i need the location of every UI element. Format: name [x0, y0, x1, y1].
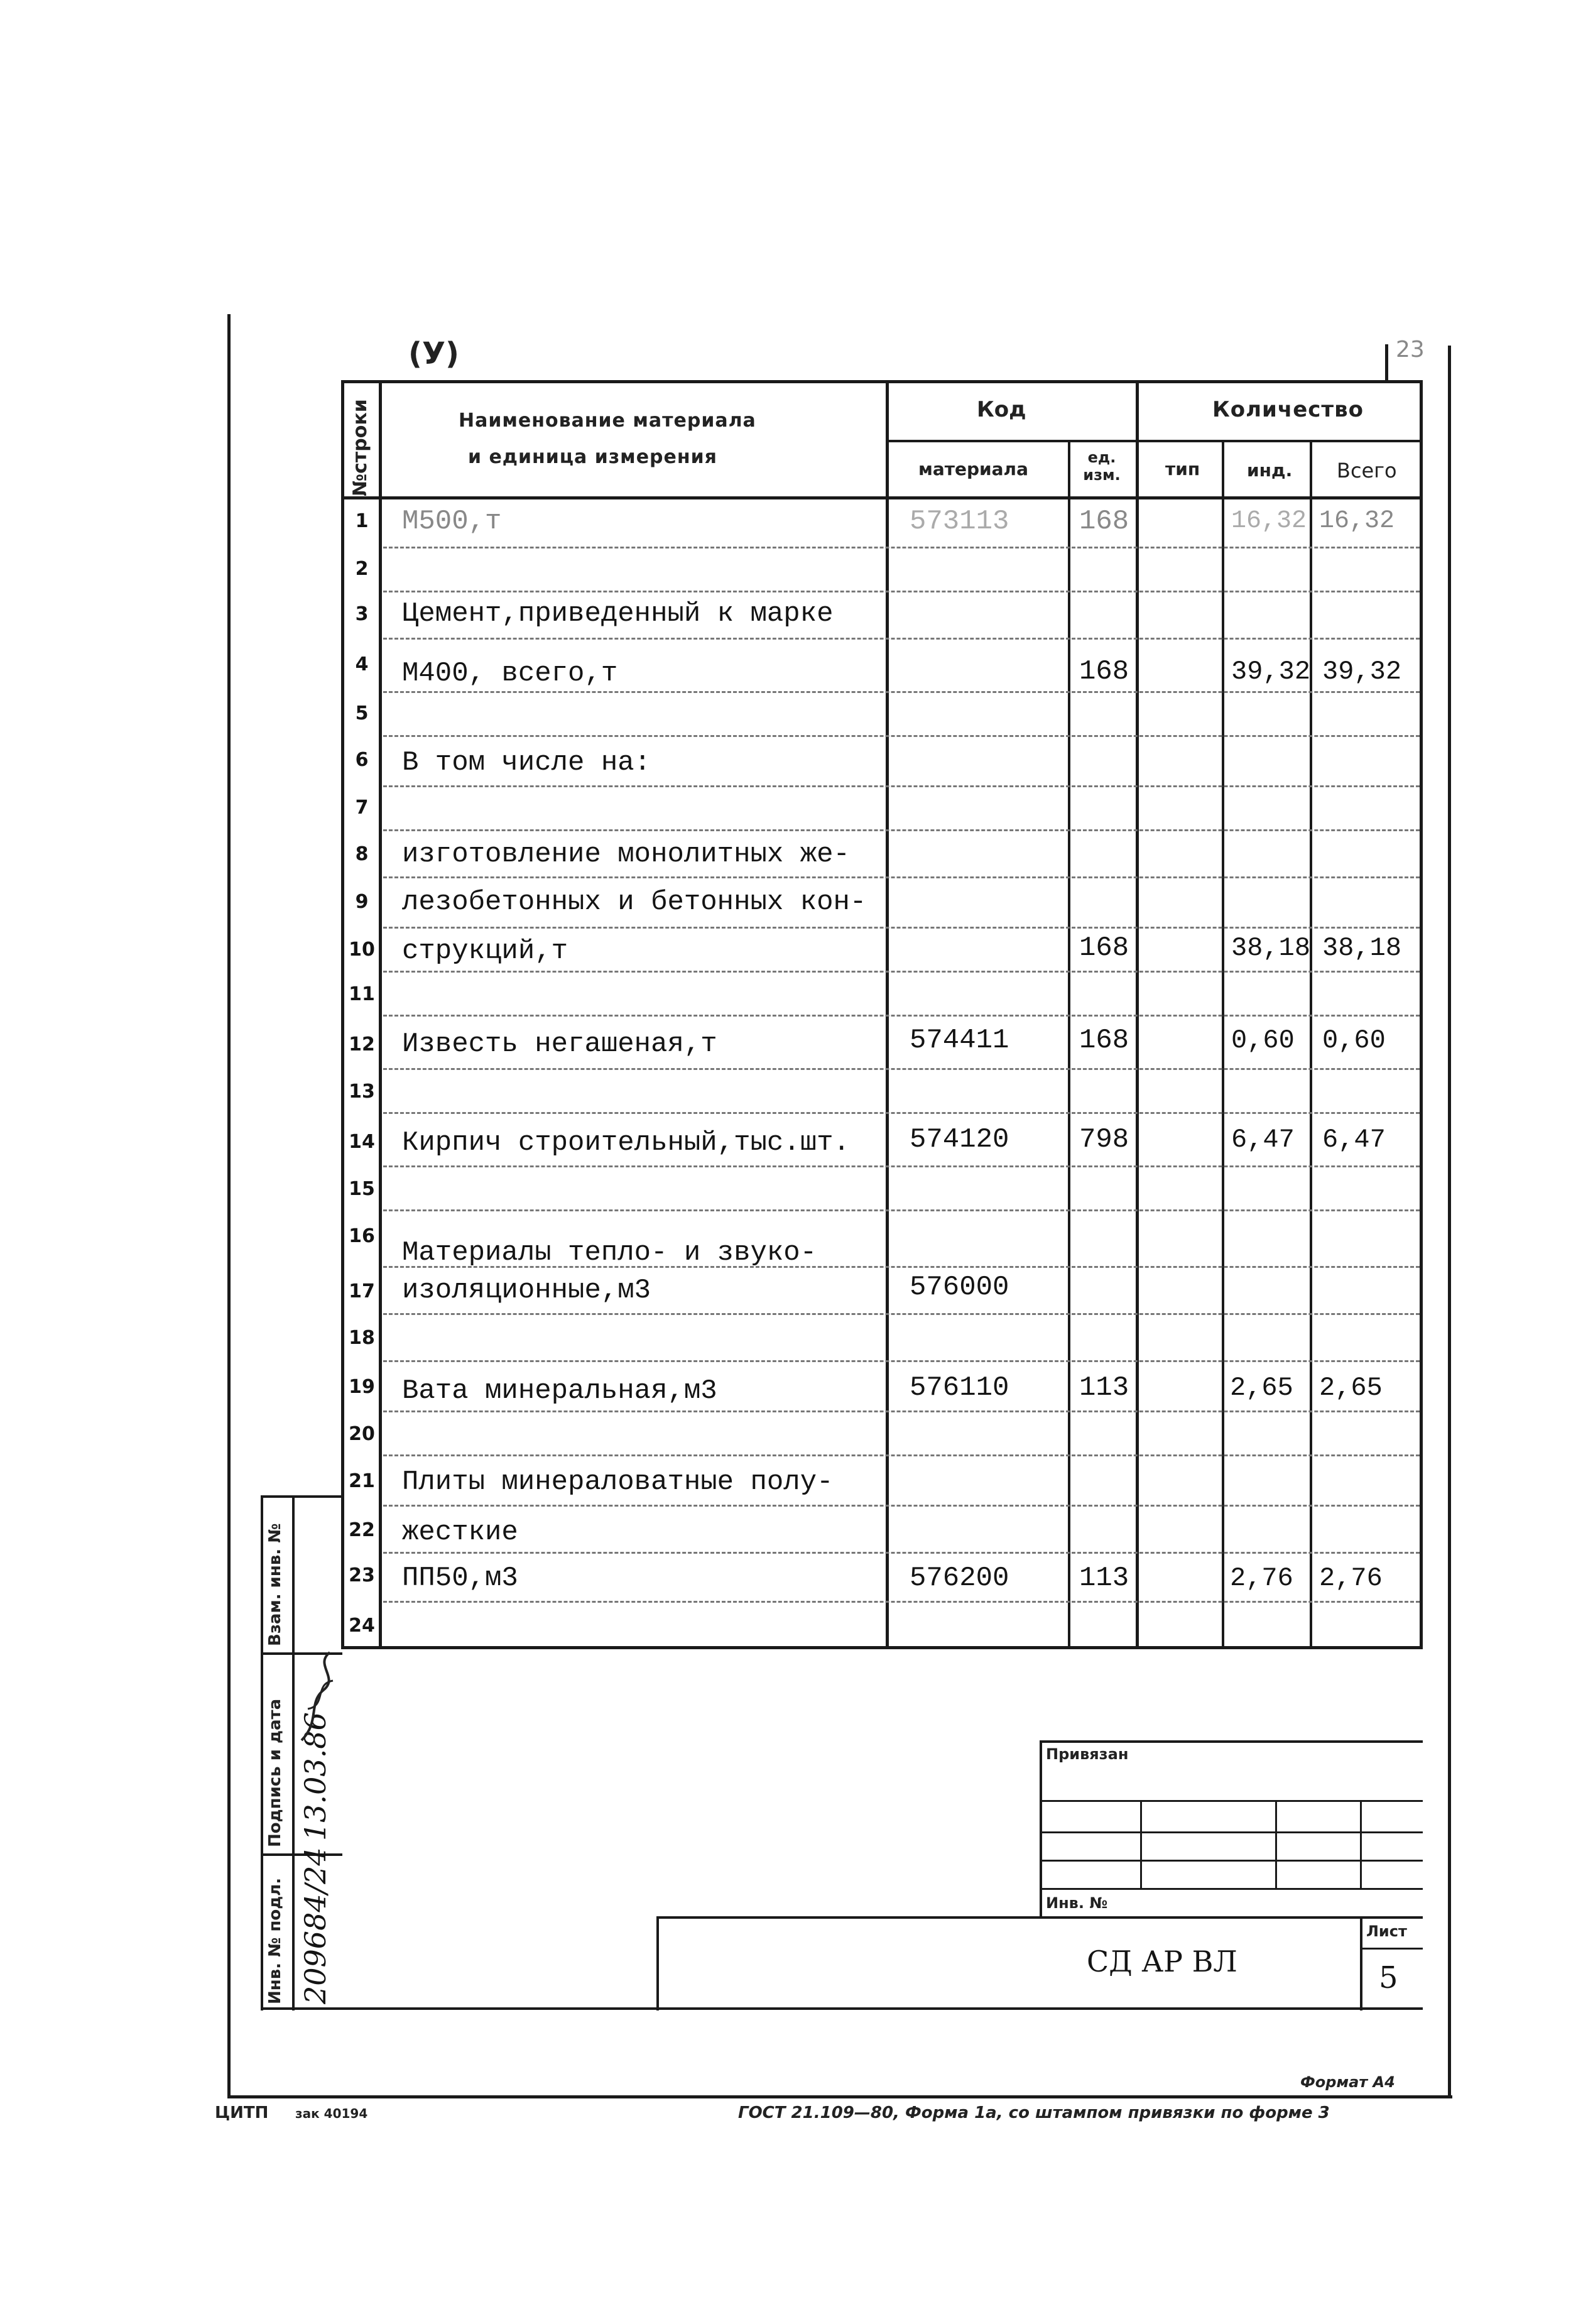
row-number: 16: [349, 1225, 375, 1247]
row-separator: [383, 1505, 1420, 1507]
row-number: 22: [349, 1519, 375, 1541]
row-number: 12: [349, 1034, 375, 1056]
row-ind: 39,32: [1231, 657, 1311, 687]
row-code: 576110: [910, 1372, 1009, 1404]
row-name: изготовление монолитных же-: [402, 839, 850, 870]
frame-top-right-tick: [1385, 344, 1388, 381]
footer-org: ЦИТП: [215, 2103, 269, 2122]
row-unit: 113: [1079, 1563, 1129, 1594]
header-qty-type: тип: [1165, 459, 1200, 479]
stamp-privyazan-label: Привязан: [1046, 1745, 1129, 1763]
row-name: ПП50,м3: [402, 1563, 518, 1594]
row-separator: [383, 927, 1420, 929]
row-name: М400, всего,т: [402, 658, 618, 689]
stamp-designation: СД АР ВЛ: [1087, 1945, 1237, 1978]
table-bottom-border: [341, 1646, 1423, 1649]
header-qty-ind: инд.: [1247, 460, 1293, 481]
row-total: 39,32: [1322, 657, 1402, 687]
row-separator: [383, 1313, 1420, 1315]
corner-mark: (У): [408, 336, 459, 371]
row-separator: [383, 1015, 1420, 1017]
row-ind: 2,65: [1230, 1373, 1293, 1403]
row-separator: [383, 1410, 1420, 1412]
row-separator: [383, 547, 1420, 548]
row-separator: [383, 1112, 1420, 1114]
row-separator: [383, 1454, 1420, 1456]
footer-order: зак 40194: [295, 2106, 368, 2121]
row-number: 18: [349, 1327, 375, 1349]
row-number: 6: [355, 749, 369, 771]
stamp-main-top: [656, 1916, 1423, 1919]
row-code: 573113: [910, 506, 1009, 537]
header-name-line1: Наименование материала: [459, 410, 756, 432]
side-podpis-value: 13.03.86: [298, 1712, 332, 1841]
row-name: Цемент,приведенный к марке: [402, 598, 834, 630]
header-quantity: Количество: [1212, 397, 1364, 422]
header-name-line2: и единица измерения: [468, 446, 717, 468]
side-strip-bottom: [261, 2007, 342, 2010]
row-number: 9: [355, 891, 369, 913]
header-qty-total: Всего: [1337, 459, 1397, 483]
row-number: 20: [349, 1423, 375, 1445]
row-number: 5: [355, 702, 369, 724]
header-code-material: материала: [918, 459, 1028, 479]
row-number: 4: [355, 653, 369, 675]
stamp-priv-line4: [1040, 1888, 1423, 1890]
row-unit: 798: [1079, 1124, 1129, 1155]
row-number: 17: [349, 1280, 375, 1302]
row-separator: [383, 735, 1420, 737]
header-code-unit: ед. изм.: [1083, 449, 1121, 484]
row-code: 574120: [910, 1124, 1009, 1155]
footer-gost: ГОСТ 21.109—80, Форма 1а, со штампом привязки по форме 3: [738, 2103, 1330, 2122]
stamp-main-bottom: [342, 2007, 1423, 2010]
stamp-list-left: [1360, 1916, 1362, 2010]
row-number: 7: [355, 797, 369, 819]
row-name: Плиты минераловатные полу-: [402, 1466, 834, 1498]
row-name: изоляционные,м3: [402, 1275, 651, 1306]
row-number: 21: [349, 1470, 375, 1492]
row-name: лезобетонных и бетонных кон-: [402, 887, 867, 918]
row-name: М500,т: [402, 506, 502, 537]
row-total: 6,47: [1322, 1125, 1386, 1155]
row-name: Материалы тепло- и звуко-: [402, 1237, 817, 1268]
row-number: 23: [349, 1564, 375, 1586]
row-code: 574411: [910, 1025, 1009, 1056]
row-total: 2,76: [1319, 1563, 1383, 1593]
side-inv-value: 209684/24: [298, 1847, 332, 2004]
table-right-border: [1420, 380, 1423, 1649]
row-separator: [383, 1165, 1420, 1167]
side-strip-mid: [292, 1495, 295, 2010]
stamp-priv-vline1: [1140, 1800, 1142, 1888]
stamp-inv-no-label: Инв. №: [1046, 1894, 1108, 1912]
row-number: 13: [349, 1081, 375, 1103]
row-separator: [383, 876, 1420, 878]
side-vzam-inv-label: Взам. инв. №: [266, 1523, 285, 1646]
row-separator: [383, 1552, 1420, 1554]
header-row-number: №строки: [349, 399, 371, 496]
row-name: В том числе на:: [402, 747, 651, 778]
row-number: 19: [349, 1376, 375, 1398]
stamp-priv-top: [1040, 1740, 1423, 1743]
row-code: 576200: [910, 1563, 1009, 1594]
stamp-list-mid: [1360, 1948, 1423, 1950]
side-strip-top: [261, 1495, 342, 1498]
row-number: 14: [349, 1131, 375, 1153]
row-number: 1: [355, 510, 369, 532]
row-unit: 168: [1079, 1025, 1129, 1056]
stamp-priv-left: [1040, 1740, 1042, 1916]
row-total: 0,60: [1322, 1025, 1386, 1056]
side-podpis-label: Подпись и дата: [266, 1698, 285, 1847]
frame-bottom-border: [227, 2095, 1452, 2098]
frame-left-border: [227, 314, 231, 2098]
row-number: 2: [355, 558, 369, 580]
row-ind: 16,32: [1231, 507, 1307, 535]
qty-type-ind-divider: [1222, 440, 1224, 1649]
table-top-border: [341, 380, 1423, 383]
row-name: струкций,т: [402, 936, 568, 967]
sheet-corner-number: 23: [1396, 337, 1425, 363]
row-unit: 168: [1079, 656, 1129, 687]
row-ind: 0,60: [1231, 1025, 1295, 1056]
row-unit: 168: [1079, 506, 1129, 537]
header-bottom-line: [341, 496, 1423, 499]
signature-icon: [295, 1646, 339, 1747]
row-unit: 113: [1079, 1372, 1129, 1404]
row-code: 576000: [910, 1272, 1009, 1303]
stamp-priv-line3: [1040, 1860, 1423, 1862]
row-number: 3: [355, 603, 369, 625]
row-separator: [383, 829, 1420, 831]
code-unit-divider: [1068, 440, 1070, 1649]
row-separator: [383, 1360, 1420, 1362]
stamp-priv-vline2: [1275, 1800, 1277, 1888]
side-inv-podl-label: Инв. № подл.: [266, 1877, 285, 2004]
row-ind: 2,76: [1230, 1563, 1293, 1593]
frame-right-border: [1448, 346, 1451, 2098]
row-separator: [383, 638, 1420, 640]
row-unit: 168: [1079, 932, 1129, 964]
row-separator: [383, 971, 1420, 973]
stamp-priv-line2: [1040, 1831, 1423, 1833]
row-separator: [383, 1209, 1420, 1211]
row-number: 15: [349, 1178, 375, 1200]
row-total: 2,65: [1319, 1373, 1383, 1403]
stamp-priv-vline3: [1360, 1800, 1362, 1888]
row-separator: [383, 1266, 1420, 1268]
row-name: Известь негашеная,т: [402, 1028, 717, 1060]
stamp-list-label: Лист: [1366, 1923, 1407, 1940]
row-separator: [383, 1601, 1420, 1603]
row-name: Вата минеральная,м3: [402, 1375, 717, 1407]
side-strip-left: [261, 1495, 263, 2010]
row-total: 16,32: [1319, 507, 1395, 535]
header-code: Код: [977, 397, 1026, 422]
qty-ind-total-divider: [1310, 440, 1312, 1649]
row-number: 8: [355, 843, 369, 865]
header-sub-line: [886, 440, 1423, 442]
row-number: 11: [349, 983, 375, 1005]
row-number: 10: [349, 939, 375, 961]
row-separator: [383, 691, 1420, 693]
stamp-list-value: 5: [1379, 1960, 1398, 1995]
stamp-priv-line1: [1040, 1800, 1423, 1802]
row-ind: 38,18: [1231, 933, 1311, 963]
stamp-main-left: [656, 1916, 659, 2010]
row-separator: [383, 591, 1420, 592]
row-separator: [383, 785, 1420, 787]
row-separator: [383, 1068, 1420, 1070]
row-name: Кирпич строительный,тыс.шт.: [402, 1127, 850, 1159]
row-ind: 6,47: [1231, 1125, 1295, 1155]
row-number: 24: [349, 1615, 375, 1637]
row-name: жесткие: [402, 1517, 518, 1548]
footer-format: Формат А4: [1300, 2073, 1395, 2091]
row-total: 38,18: [1322, 933, 1402, 963]
